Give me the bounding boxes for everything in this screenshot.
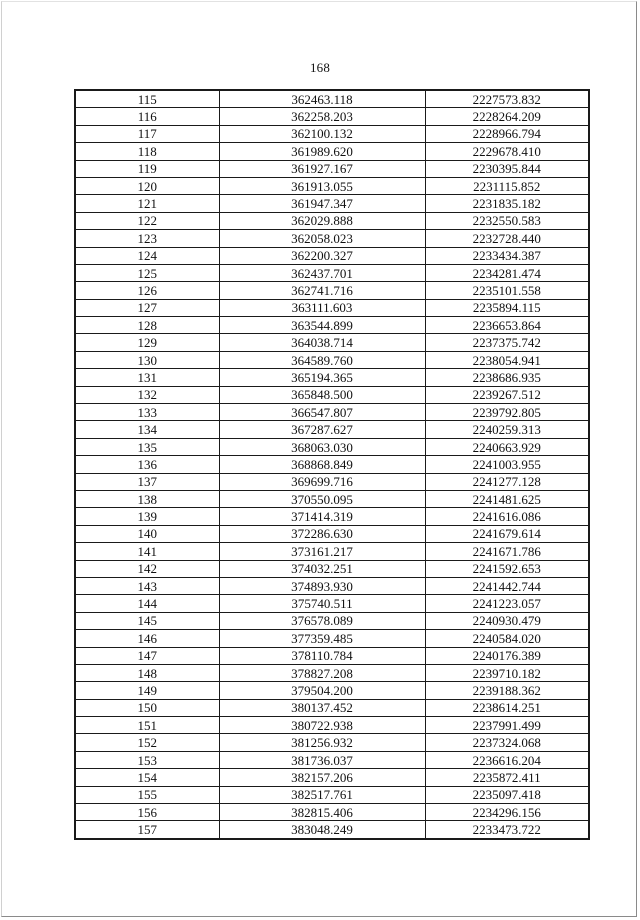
point-number-cell: 149: [75, 682, 219, 699]
point-number-cell: 120: [75, 177, 219, 194]
x-coordinate-cell: 363111.603: [219, 299, 425, 316]
y-coordinate-cell: 2238686.935: [425, 369, 589, 386]
point-number-cell: 145: [75, 612, 219, 629]
point-number-cell: 121: [75, 195, 219, 212]
y-coordinate-cell: 2234296.156: [425, 804, 589, 821]
y-coordinate-cell: 2241277.128: [425, 473, 589, 490]
coordinate-table-body: [75, 90, 589, 839]
y-coordinate-cell: 2229678.410: [425, 143, 589, 160]
page-number: 168: [309, 60, 331, 75]
y-coordinate-cell: 2241442.744: [425, 577, 589, 594]
table-row: [75, 247, 589, 264]
table-row: [75, 456, 589, 473]
x-coordinate-cell: 362200.327: [219, 247, 425, 264]
x-coordinate-cell: 373161.217: [219, 543, 425, 560]
x-coordinate-cell: 378110.784: [219, 647, 425, 664]
point-number-cell: 136: [75, 456, 219, 473]
y-coordinate-cell: 2235872.411: [425, 769, 589, 786]
x-coordinate-cell: 362258.203: [219, 108, 425, 125]
x-coordinate-cell: 361989.620: [219, 143, 425, 160]
table-row: [75, 160, 589, 177]
y-coordinate-cell: 2232728.440: [425, 230, 589, 247]
point-number-cell: 133: [75, 404, 219, 421]
table-row: [75, 386, 589, 403]
table-row: [75, 595, 589, 612]
point-number-cell: 119: [75, 160, 219, 177]
table-row: [75, 421, 589, 438]
x-coordinate-cell: 374893.930: [219, 577, 425, 594]
y-coordinate-cell: 2237324.068: [425, 734, 589, 751]
point-number-cell: 137: [75, 473, 219, 490]
y-coordinate-cell: 2233434.387: [425, 247, 589, 264]
x-coordinate-cell: 362058.023: [219, 230, 425, 247]
x-coordinate-cell: 362100.132: [219, 125, 425, 142]
table-row: [75, 195, 589, 212]
table-row: [75, 473, 589, 490]
point-number-cell: 146: [75, 630, 219, 647]
y-coordinate-cell: 2233473.722: [425, 821, 589, 839]
table-row: [75, 664, 589, 681]
point-number-cell: 131: [75, 369, 219, 386]
x-coordinate-cell: 381256.932: [219, 734, 425, 751]
table-row: [75, 317, 589, 334]
table-row: [75, 508, 589, 525]
y-coordinate-cell: 2239267.512: [425, 386, 589, 403]
x-coordinate-cell: 364589.760: [219, 351, 425, 368]
point-number-cell: 128: [75, 317, 219, 334]
x-coordinate-cell: 374032.251: [219, 560, 425, 577]
x-coordinate-cell: 382815.406: [219, 804, 425, 821]
x-coordinate-cell: 383048.249: [219, 821, 425, 839]
y-coordinate-cell: 2228264.209: [425, 108, 589, 125]
y-coordinate-cell: 2240584.020: [425, 630, 589, 647]
y-coordinate-cell: 2241679.614: [425, 525, 589, 542]
point-number-cell: 155: [75, 786, 219, 803]
y-coordinate-cell: 2240663.929: [425, 438, 589, 455]
table-row: [75, 143, 589, 160]
point-number-cell: 156: [75, 804, 219, 821]
table-row: [75, 125, 589, 142]
x-coordinate-cell: 382157.206: [219, 769, 425, 786]
table-row: [75, 230, 589, 247]
x-coordinate-cell: 371414.319: [219, 508, 425, 525]
table-row: [75, 369, 589, 386]
table-row: [75, 351, 589, 368]
table-row: [75, 699, 589, 716]
y-coordinate-cell: 2227573.832: [425, 90, 589, 108]
x-coordinate-cell: 375740.511: [219, 595, 425, 612]
point-number-cell: 129: [75, 334, 219, 351]
y-coordinate-cell: 2239188.362: [425, 682, 589, 699]
y-coordinate-cell: 2232550.583: [425, 212, 589, 229]
x-coordinate-cell: 365194.365: [219, 369, 425, 386]
y-coordinate-cell: 2240930.479: [425, 612, 589, 629]
table-row: [75, 786, 589, 803]
x-coordinate-cell: 369699.716: [219, 473, 425, 490]
point-number-cell: 117: [75, 125, 219, 142]
x-coordinate-cell: 380722.938: [219, 717, 425, 734]
point-number-cell: 150: [75, 699, 219, 716]
point-number-cell: 125: [75, 264, 219, 281]
table-row: [75, 490, 589, 507]
table-row: [75, 769, 589, 786]
table-row: [75, 108, 589, 125]
table-row: [75, 543, 589, 560]
point-number-cell: 123: [75, 230, 219, 247]
y-coordinate-cell: 2241223.057: [425, 595, 589, 612]
table-row: [75, 804, 589, 821]
point-number-cell: 124: [75, 247, 219, 264]
coordinate-table: [74, 89, 590, 840]
point-number-cell: 132: [75, 386, 219, 403]
table-row: [75, 299, 589, 316]
table-row: [75, 404, 589, 421]
y-coordinate-cell: 2241671.786: [425, 543, 589, 560]
table-row: [75, 525, 589, 542]
point-number-cell: 140: [75, 525, 219, 542]
x-coordinate-cell: 382517.761: [219, 786, 425, 803]
point-number-cell: 151: [75, 717, 219, 734]
x-coordinate-cell: 365848.500: [219, 386, 425, 403]
x-coordinate-cell: 379504.200: [219, 682, 425, 699]
table-row: [75, 734, 589, 751]
y-coordinate-cell: 2241481.625: [425, 490, 589, 507]
x-coordinate-cell: 362741.716: [219, 282, 425, 299]
y-coordinate-cell: 2228966.794: [425, 125, 589, 142]
point-number-cell: 144: [75, 595, 219, 612]
point-number-cell: 127: [75, 299, 219, 316]
point-number-cell: 157: [75, 821, 219, 839]
table-row: [75, 560, 589, 577]
point-number-cell: 134: [75, 421, 219, 438]
y-coordinate-cell: 2235894.115: [425, 299, 589, 316]
point-number-cell: 141: [75, 543, 219, 560]
table-row: [75, 612, 589, 629]
table-row: [75, 577, 589, 594]
x-coordinate-cell: 372286.630: [219, 525, 425, 542]
table-row: [75, 751, 589, 768]
y-coordinate-cell: 2241616.086: [425, 508, 589, 525]
y-coordinate-cell: 2239710.182: [425, 664, 589, 681]
point-number-cell: 118: [75, 143, 219, 160]
table-row: [75, 682, 589, 699]
point-number-cell: 122: [75, 212, 219, 229]
x-coordinate-cell: 378827.208: [219, 664, 425, 681]
point-number-cell: 152: [75, 734, 219, 751]
point-number-cell: 138: [75, 490, 219, 507]
y-coordinate-cell: 2239792.805: [425, 404, 589, 421]
y-coordinate-cell: 2236616.204: [425, 751, 589, 768]
x-coordinate-cell: 362437.701: [219, 264, 425, 281]
y-coordinate-cell: 2241003.955: [425, 456, 589, 473]
x-coordinate-cell: 377359.485: [219, 630, 425, 647]
x-coordinate-cell: 361913.055: [219, 177, 425, 194]
y-coordinate-cell: 2240259.313: [425, 421, 589, 438]
y-coordinate-cell: 2230395.844: [425, 160, 589, 177]
y-coordinate-cell: 2231115.852: [425, 177, 589, 194]
table-row: [75, 647, 589, 664]
point-number-cell: 139: [75, 508, 219, 525]
point-number-cell: 135: [75, 438, 219, 455]
y-coordinate-cell: 2240176.389: [425, 647, 589, 664]
x-coordinate-cell: 361927.167: [219, 160, 425, 177]
table-row: [75, 334, 589, 351]
x-coordinate-cell: 381736.037: [219, 751, 425, 768]
table-row: [75, 438, 589, 455]
table-row: [75, 177, 589, 194]
x-coordinate-cell: 367287.627: [219, 421, 425, 438]
x-coordinate-cell: 370550.095: [219, 490, 425, 507]
table-row: [75, 264, 589, 281]
point-number-cell: 153: [75, 751, 219, 768]
y-coordinate-cell: 2241592.653: [425, 560, 589, 577]
x-coordinate-cell: 362463.118: [219, 90, 425, 108]
point-number-cell: 143: [75, 577, 219, 594]
point-number-cell: 130: [75, 351, 219, 368]
point-number-cell: 148: [75, 664, 219, 681]
table-row: [75, 90, 589, 108]
point-number-cell: 126: [75, 282, 219, 299]
table-row: [75, 212, 589, 229]
y-coordinate-cell: 2234281.474: [425, 264, 589, 281]
x-coordinate-cell: 380137.452: [219, 699, 425, 716]
x-coordinate-cell: 364038.714: [219, 334, 425, 351]
point-number-cell: 115: [75, 90, 219, 108]
table-row: [75, 630, 589, 647]
point-number-cell: 116: [75, 108, 219, 125]
table-row: [75, 717, 589, 734]
point-number-cell: 142: [75, 560, 219, 577]
x-coordinate-cell: 368868.849: [219, 456, 425, 473]
x-coordinate-cell: 376578.089: [219, 612, 425, 629]
point-number-cell: 154: [75, 769, 219, 786]
y-coordinate-cell: 2235101.558: [425, 282, 589, 299]
y-coordinate-cell: 2237375.742: [425, 334, 589, 351]
x-coordinate-cell: 361947.347: [219, 195, 425, 212]
table-row: [75, 821, 589, 839]
x-coordinate-cell: 366547.807: [219, 404, 425, 421]
y-coordinate-cell: 2238614.251: [425, 699, 589, 716]
y-coordinate-cell: 2237991.499: [425, 717, 589, 734]
y-coordinate-cell: 2236653.864: [425, 317, 589, 334]
x-coordinate-cell: 363544.899: [219, 317, 425, 334]
y-coordinate-cell: 2238054.941: [425, 351, 589, 368]
x-coordinate-cell: 362029.888: [219, 212, 425, 229]
table-row: [75, 282, 589, 299]
point-number-cell: 147: [75, 647, 219, 664]
y-coordinate-cell: 2235097.418: [425, 786, 589, 803]
x-coordinate-cell: 368063.030: [219, 438, 425, 455]
y-coordinate-cell: 2231835.182: [425, 195, 589, 212]
